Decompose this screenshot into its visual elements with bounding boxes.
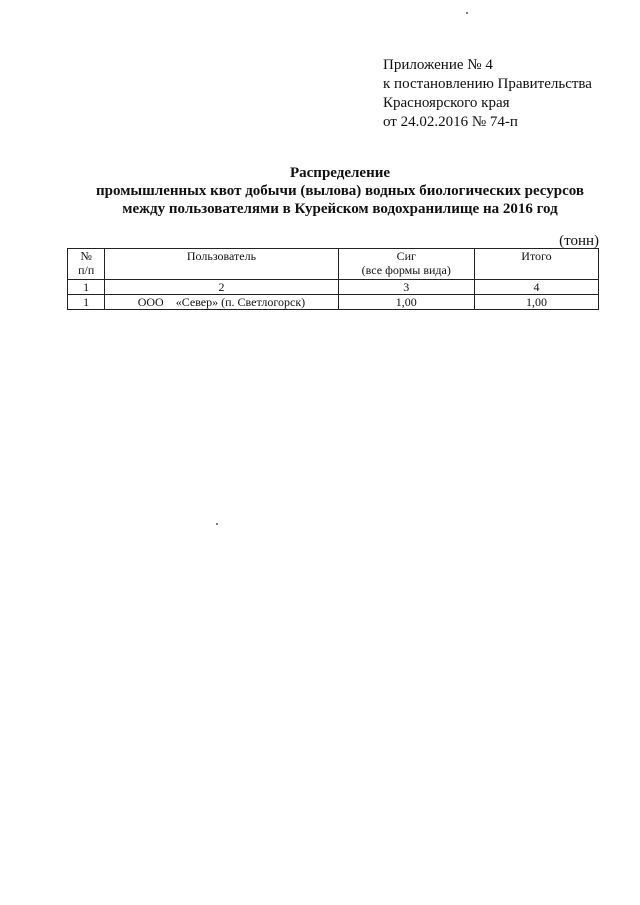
column-number-cell: 3 (338, 280, 474, 295)
appendix-block (383, 56, 592, 132)
appendix-region: Красноярского края (383, 95, 510, 111)
quota-table (67, 248, 599, 310)
column-number-cell: 4 (474, 280, 598, 295)
title-line-3: между пользователями в Курейском водохранилище на 2016 год (122, 201, 558, 217)
header-total: Итого (474, 249, 598, 280)
unit-label: (тонн) (559, 233, 599, 249)
header-sig-name: Сиг (396, 249, 416, 263)
appendix-date: от 24.02.2016 № 74-п (383, 114, 518, 130)
row-sig: 1,00 (338, 295, 474, 310)
scan-speck (466, 12, 468, 14)
table-header-row (68, 249, 599, 280)
row-number: 1 (68, 295, 105, 310)
column-number-cell: 2 (105, 280, 338, 295)
row-user: ООО «Север» (п. Светлогорск) (105, 295, 338, 310)
document-title (60, 164, 620, 218)
table-row (68, 295, 599, 310)
column-number-row (68, 280, 599, 295)
appendix-reference: к постановлению Правительства (383, 76, 592, 92)
appendix-number: Приложение № 4 (383, 57, 493, 73)
header-sig (338, 249, 474, 280)
title-line-1: Распределение (289, 165, 391, 181)
header-user: Пользователь (105, 249, 338, 280)
title-line-2: промышленных квот добычи (вылова) водных биологических ресурсов (96, 183, 584, 199)
header-number-abbr: п/п (78, 263, 95, 277)
header-sig-note: (все формы вида) (361, 263, 451, 277)
header-number-symbol: № (80, 249, 92, 263)
row-total: 1,00 (474, 295, 598, 310)
column-number-cell: 1 (68, 280, 105, 295)
scan-speck (216, 523, 218, 525)
header-number (68, 249, 105, 280)
